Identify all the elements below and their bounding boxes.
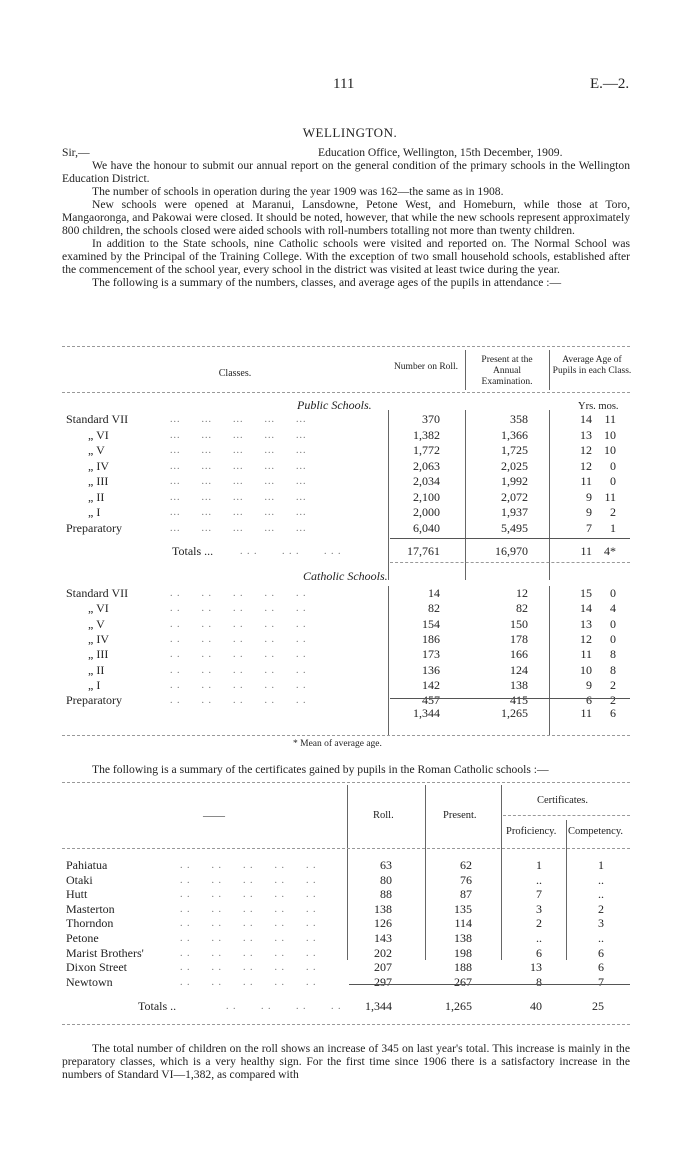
roll-value: 2,034 xyxy=(413,474,440,488)
age-months: 2 xyxy=(610,693,616,708)
totals-label: Totals ... xyxy=(172,544,214,558)
table-top-rule xyxy=(62,782,630,783)
proficiency-value: .. xyxy=(536,931,542,945)
roll-value: 14 xyxy=(428,586,440,600)
leader-dots: . . . . . . . . . . xyxy=(170,695,307,707)
totals-present: 1,265 xyxy=(445,999,472,1013)
school-name: Hutt xyxy=(66,887,88,902)
letter-body xyxy=(62,159,630,289)
age-months: 8 xyxy=(610,662,616,677)
catholic-schools-heading: Catholic Schools. xyxy=(303,569,388,583)
competency-value: .. xyxy=(598,931,604,945)
present-value: 124 xyxy=(510,662,528,677)
present-value: 135 xyxy=(454,901,472,916)
page-title: WELLINGTON. xyxy=(302,125,398,140)
roll-value: 63 xyxy=(380,858,392,872)
totals-proficiency: 40 xyxy=(530,999,542,1013)
class-label: „ III xyxy=(88,647,109,662)
present-value: 166 xyxy=(510,647,528,662)
present-value: 12 xyxy=(516,586,528,600)
leader-dots: . . . . . . . . . . xyxy=(180,976,317,988)
leader-dots: . . . . . . . . . . xyxy=(180,860,317,871)
salutation: Sir,— xyxy=(62,146,90,159)
roll-value: 143 xyxy=(374,931,392,945)
age-months: 2 xyxy=(610,677,616,692)
proficiency-value: 6 xyxy=(536,945,542,960)
leader-dots: ... ... ... ... ... xyxy=(170,522,307,534)
leader-dots: ... ... ... ... ... xyxy=(170,491,307,503)
certificates-header: Certificates. xyxy=(537,795,589,806)
column-divider xyxy=(549,410,550,580)
leader-dots: . . . . . . . . xyxy=(226,1001,342,1012)
competency-value: 6 xyxy=(598,945,604,960)
totals-roll: 1,344 xyxy=(365,999,392,1013)
age-months: 1 xyxy=(610,520,616,535)
present-value: 150 xyxy=(510,616,528,631)
present-value: 1,992 xyxy=(501,474,528,488)
competency-value: 7 xyxy=(598,974,604,989)
school-name: Marist Brothers' xyxy=(66,945,144,960)
competency-value: 6 xyxy=(598,960,604,975)
present-value: 1,725 xyxy=(501,443,528,457)
blank-header: —— xyxy=(203,810,225,822)
competency-value: 1 xyxy=(598,858,604,872)
totals-rule xyxy=(390,698,630,699)
table-bottom-rule xyxy=(62,735,630,736)
roll-value: 370 xyxy=(422,412,440,426)
present-value: 415 xyxy=(510,693,528,708)
totals-roll: 1,344 xyxy=(413,706,440,720)
leader-dots: . . . . . . . . . xyxy=(240,546,342,557)
present-value: 138 xyxy=(454,931,472,945)
column-divider xyxy=(388,586,389,736)
header-rule xyxy=(62,848,630,849)
totals-rule xyxy=(349,984,630,985)
proficiency-value: 3 xyxy=(536,901,542,916)
totals-present: 1,265 xyxy=(501,706,528,720)
school-name: Petone xyxy=(66,931,99,945)
closing-paragraph: The total number of children on the roll shows an increase of 345 on last year's total. This increase is mainly in the preparatory classes, which is a very healthy sign. For the first time since 1906 there is a satisfactory increase in the numbers of Standard VI—1,382, as compared with xyxy=(62,1042,630,1081)
totals-years: 11 xyxy=(580,544,592,558)
leader-dots: . . . . . . . . . . xyxy=(170,588,307,599)
leader-dots: . . . . . . . . . . xyxy=(180,918,317,930)
public-schools-heading: Public Schools. xyxy=(297,398,372,412)
column-divider xyxy=(465,350,466,390)
totals-years: 11 xyxy=(580,706,592,720)
leader-dots: . . . . . . . . . . xyxy=(180,889,317,901)
roll-value: 207 xyxy=(374,960,392,975)
school-name: Masterton xyxy=(66,901,115,916)
roll-header: Roll. xyxy=(373,810,394,821)
column-divider xyxy=(549,350,550,390)
section-rule xyxy=(390,562,630,563)
age-years: 7 xyxy=(586,520,592,535)
place-date: Education Office, Wellington, 15th December, 1909. xyxy=(318,146,563,159)
competency-value: 3 xyxy=(598,916,604,931)
age-months: 2 xyxy=(610,505,616,519)
roll-value: 80 xyxy=(380,872,392,887)
totals-months: 6 xyxy=(610,706,616,720)
paragraph: New schools were opened at Maranui, Lansdowne, Petone West, and Homeburn, while those at Toro, Mangaoronga, and Pakowai were closed. It should be noted, however, that while the new schools represent approximately 800 children, the schools closed were aided schools with roll-numbers totalling not more than twenty children. xyxy=(62,198,630,237)
present-value: 1,937 xyxy=(501,505,528,519)
roll-value: 126 xyxy=(374,916,392,931)
age-months: 10 xyxy=(604,427,616,442)
proficiency-header: Proficiency. xyxy=(506,826,557,837)
age-months: 0 xyxy=(610,631,616,646)
present-value: 1,366 xyxy=(501,427,528,442)
age-years: 6 xyxy=(586,693,592,708)
competency-value: .. xyxy=(598,872,604,887)
present-value: 114 xyxy=(454,916,472,931)
proficiency-value: 8 xyxy=(536,974,542,989)
proficiency-value: 13 xyxy=(530,960,542,975)
paragraph: In addition to the State schools, nine Catholic schools were visited and reported on. The Normal School was examined by the Principal of the Training College. With the exception of two small household schools, established after the commencement of the school year, every school in the district was visited at least twice during the year. xyxy=(62,237,630,276)
column-divider xyxy=(501,785,502,960)
column-divider xyxy=(566,820,567,960)
roll-value: 88 xyxy=(380,887,392,902)
age-years: 12 xyxy=(580,631,592,646)
leader-dots: ... ... ... ... ... xyxy=(170,445,307,456)
present-header: Present. xyxy=(443,810,477,821)
age-units: Yrs. mos. xyxy=(578,401,619,412)
age-years: 15 xyxy=(580,586,592,600)
class-label: Preparatory xyxy=(66,693,122,708)
age-years: 9 xyxy=(586,677,592,692)
roll-value: 2,100 xyxy=(413,489,440,504)
age-years: 12 xyxy=(580,443,592,457)
present-header: Present at the Annual Examination. xyxy=(481,355,533,387)
age-years: 12 xyxy=(580,458,592,473)
paragraph: We have the honour to submit our annual report on the general condition of the primary schools in the Wellington Education District. xyxy=(62,159,630,185)
school-name: Thorndon xyxy=(66,916,114,931)
age-months: 4 xyxy=(610,601,616,616)
age-header: Average Age of Pupils in each Class. xyxy=(552,355,632,376)
column-divider xyxy=(347,785,348,960)
column-divider xyxy=(425,785,426,960)
column-divider xyxy=(549,586,550,736)
leader-dots: ... ... ... ... ... xyxy=(170,476,307,487)
proficiency-value: 1 xyxy=(536,858,542,872)
class-label: „ V xyxy=(88,443,105,457)
roll-header: Number on Roll. xyxy=(393,362,459,372)
roll-value: 136 xyxy=(422,662,440,677)
school-name: Dixon Street xyxy=(66,960,127,975)
present-value: 358 xyxy=(510,412,528,426)
roll-value: 82 xyxy=(428,601,440,616)
leader-dots: ... ... ... ... ... xyxy=(170,507,307,518)
age-years: 11 xyxy=(580,647,592,662)
roll-value: 142 xyxy=(422,677,440,692)
present-value: 198 xyxy=(454,945,472,960)
table-bottom-rule xyxy=(62,1024,630,1025)
proficiency-value: 7 xyxy=(536,887,542,902)
roll-value: 457 xyxy=(422,693,440,708)
table-top-rule xyxy=(62,346,630,347)
leader-dots: ... ... ... ... ... xyxy=(170,414,307,425)
class-label: „ VI xyxy=(88,601,109,616)
leader-dots: . . . . . . . . . . xyxy=(180,947,317,959)
totals-roll: 17,761 xyxy=(407,544,440,558)
age-years: 14 xyxy=(580,601,592,616)
age-months: 0 xyxy=(610,474,616,488)
totals-label: Totals .. xyxy=(138,999,177,1013)
class-label: „ IV xyxy=(88,631,109,646)
present-value: 267 xyxy=(454,974,472,989)
age-months: 8 xyxy=(610,647,616,662)
column-divider xyxy=(388,410,389,580)
leader-dots: . . . . . . . . . . xyxy=(170,679,307,691)
present-value: 76 xyxy=(460,872,472,887)
age-years: 13 xyxy=(580,616,592,631)
competency-value: .. xyxy=(598,887,604,902)
leader-dots: . . . . . . . . . . xyxy=(180,933,317,944)
leader-dots: . . . . . . . . . . xyxy=(170,649,307,661)
age-years: 9 xyxy=(586,489,592,504)
footnote: * Mean of average age. xyxy=(293,739,382,749)
present-value: 62 xyxy=(460,858,472,872)
roll-value: 297 xyxy=(374,974,392,989)
document-code: E.—2. xyxy=(590,76,630,92)
certificates-intro: The following is a summary of the certificates gained by pupils in the Roman Catholic schools :— xyxy=(92,763,549,776)
age-months: 11 xyxy=(604,489,616,504)
class-label: „ I xyxy=(88,677,101,692)
leader-dots: . . . . . . . . . . xyxy=(170,664,307,676)
class-label: Preparatory xyxy=(66,520,122,535)
school-name: Pahiatua xyxy=(66,858,108,872)
paragraph: The number of schools in operation during the year 1909 was 162—the same as in 1908. xyxy=(92,185,504,198)
proficiency-value: 2 xyxy=(536,916,542,931)
leader-dots: . . . . . . . . . . xyxy=(180,962,317,974)
roll-value: 186 xyxy=(422,631,440,646)
totals-rule xyxy=(390,538,630,539)
present-value: 138 xyxy=(510,677,528,692)
paragraph: The following is a summary of the numbers, classes, and average ages of the pupils in attendance :— xyxy=(92,276,562,289)
roll-value: 6,040 xyxy=(413,520,440,535)
class-label: „ I xyxy=(88,505,101,519)
present-value: 5,495 xyxy=(501,520,528,535)
age-months: 10 xyxy=(604,443,616,457)
leader-dots: . . . . . . . . . . xyxy=(180,903,317,915)
class-label: „ VI xyxy=(88,427,109,442)
present-value: 2,072 xyxy=(501,489,528,504)
age-months: 11 xyxy=(604,412,616,426)
totals-months: 4* xyxy=(604,544,616,558)
leader-dots: ... ... ... ... ... xyxy=(170,460,307,472)
school-name: Otaki xyxy=(66,872,93,887)
class-label: Standard VII xyxy=(66,586,129,600)
present-value: 87 xyxy=(460,887,472,902)
leader-dots: ... ... ... ... ... xyxy=(170,429,307,441)
totals-present: 16,970 xyxy=(495,544,528,558)
class-label: „ V xyxy=(88,616,105,631)
roll-value: 138 xyxy=(374,901,392,916)
present-value: 178 xyxy=(510,631,528,646)
header-rule xyxy=(62,392,630,393)
leader-dots: . . . . . . . . . . xyxy=(170,633,307,645)
competency-header: Competency. xyxy=(568,826,624,837)
present-value: 82 xyxy=(516,601,528,616)
roll-value: 1,382 xyxy=(413,427,440,442)
class-label: „ II xyxy=(88,662,105,677)
roll-value: 202 xyxy=(374,945,392,960)
roll-value: 2,000 xyxy=(413,505,440,519)
class-label: „ III xyxy=(88,474,109,488)
totals-competency: 25 xyxy=(592,999,604,1013)
roll-value: 2,063 xyxy=(413,458,440,473)
age-months: 0 xyxy=(610,458,616,473)
age-years: 10 xyxy=(580,662,592,677)
competency-value: 2 xyxy=(598,901,604,916)
class-label: „ IV xyxy=(88,458,109,473)
roll-value: 154 xyxy=(422,616,440,631)
leader-dots: . . . . . . . . . . xyxy=(170,603,307,615)
age-years: 13 xyxy=(580,427,592,442)
class-label: Standard VII xyxy=(66,412,129,426)
classes-header: Classes. xyxy=(218,368,252,379)
present-value: 2,025 xyxy=(501,458,528,473)
roll-value: 1,772 xyxy=(413,443,440,457)
age-months: 0 xyxy=(610,586,616,600)
age-months: 0 xyxy=(610,616,616,631)
age-years: 14 xyxy=(580,412,592,426)
present-value: 188 xyxy=(454,960,472,975)
age-years: 11 xyxy=(580,474,592,488)
leader-dots: . . . . . . . . . . xyxy=(170,618,307,630)
proficiency-value: .. xyxy=(536,872,542,887)
column-divider xyxy=(465,410,466,580)
page-number: 111 xyxy=(333,76,355,92)
age-years: 9 xyxy=(586,505,592,519)
subheader-rule xyxy=(503,815,630,816)
roll-value: 173 xyxy=(422,647,440,662)
school-name: Newtown xyxy=(66,974,113,989)
leader-dots: . . . . . . . . . . xyxy=(180,874,317,886)
class-label: „ II xyxy=(88,489,105,504)
